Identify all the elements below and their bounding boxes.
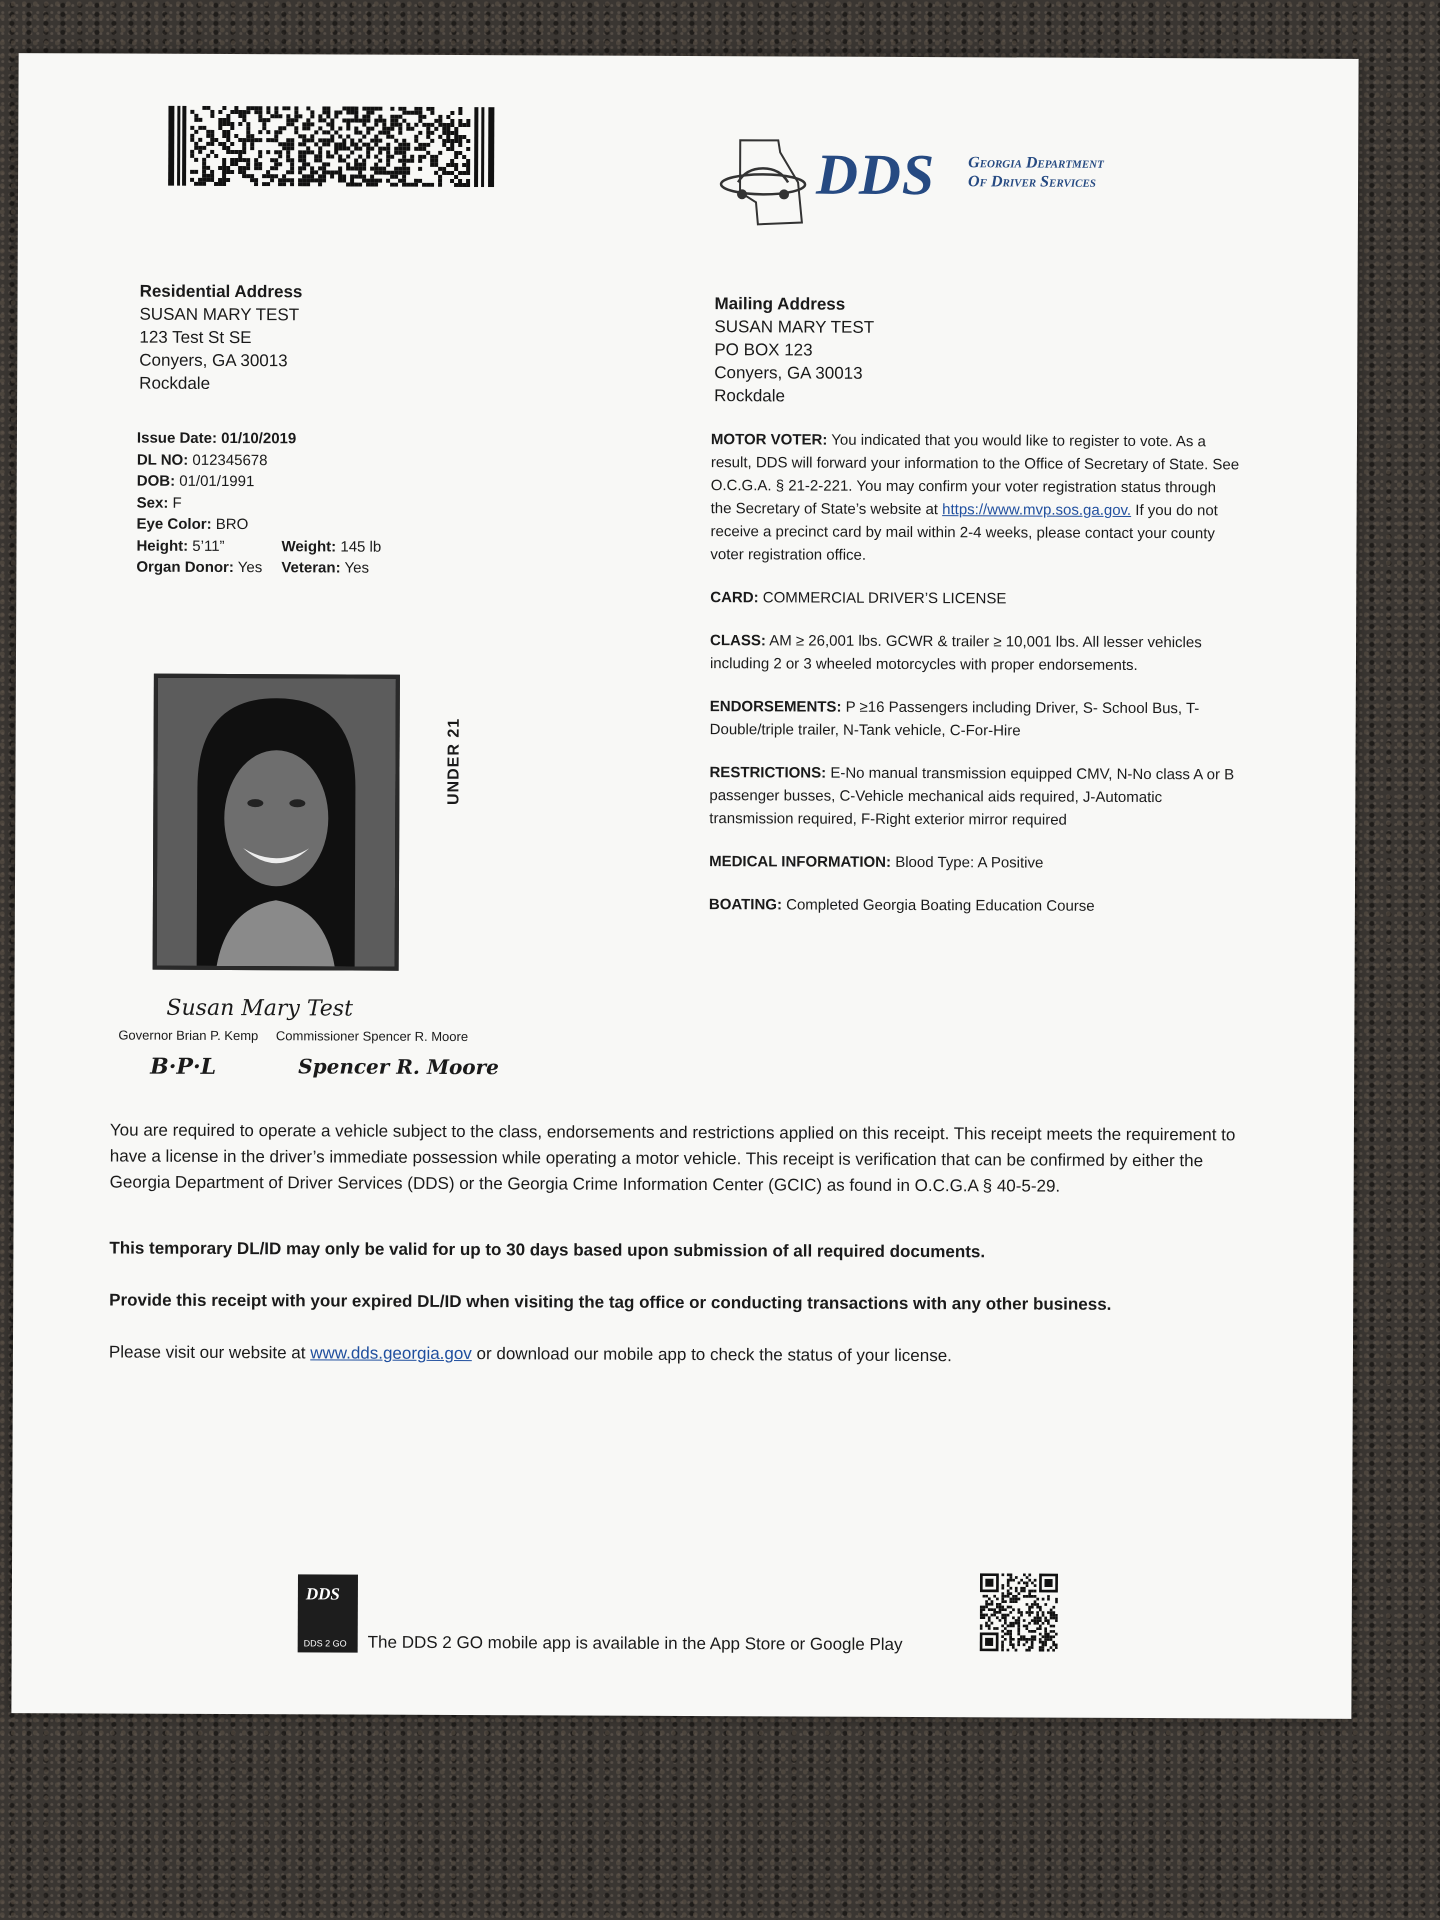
under-21-label: UNDER 21: [445, 717, 463, 806]
holder-signature: Susan Mary Test: [166, 995, 354, 1022]
sos-link[interactable]: https://www.mvp.sos.ga.gov.: [942, 501, 1132, 519]
medical-info: MEDICAL INFORMATION: Blood Type: A Positive: [709, 853, 1044, 872]
georgia-car-icon: [718, 132, 818, 228]
officials-captions: Governor Brian P. Kemp Commissioner Spencer R. Moore: [118, 1027, 469, 1045]
license-details: [709, 428, 1241, 938]
validity-notice: This temporary DL/ID may only be valid for up to 30 days based upon submission of all required documents.: [109, 1238, 986, 1262]
motor-voter: MOTOR VOTER: You indicated that you would like to register to vote. As a result, DDS will forward your information to the Office of Secretary of State. See O.C.G.A. § 21-2-221. You may confirm your voter registration status through the Secretary of State’s website at https://www.mvp.sos.ga.gov. If you do not receive a precinct card by mail within 2-4 weeks, please contact your county voter registration office.: [710, 431, 1240, 564]
pdf417-barcode: [168, 106, 498, 187]
restrictions: RESTRICTIONS: E-No manual transmission equipped CMV, N-No class A or B passenger busses, C-Vehicle mechanical aids required, J-Automatic transmission required, F-Right exterior mirror required: [709, 764, 1235, 829]
residential-address: Residential Address SUSAN MARY TEST 123 Test St SE Conyers, GA 30013 Rockdale: [139, 281, 303, 393]
receipt-notice: Provide this receipt with your expired DL/ID when visiting the tag office or conducting transactions with any other business.: [109, 1290, 1112, 1314]
license-class: CLASS: AM ≥ 26,001 lbs. GCWR & trailer ≥ 10,001 lbs. All lesser vehicles including 2 or 3 wheeled motorcycles with proper endorsements.: [709, 632, 1202, 674]
donor-veteran: Organ Donor: Yes Veteran: Yes: [136, 558, 370, 577]
eye-color: Eye Color: BRO: [136, 515, 249, 534]
license-facts: [136, 428, 382, 579]
dl-number: DL NO: 012345678: [136, 451, 268, 469]
dds-logo: [718, 132, 1158, 234]
mailing-address: Mailing Address SUSAN MARY TEST PO BOX 123 Conyers, GA 30013 Rockdale: [714, 294, 875, 406]
boating-info: BOATING: Completed Georgia Boating Education Course: [708, 896, 1095, 915]
portrait-image: [157, 678, 396, 967]
dob: DOB: 01/01/1991: [136, 472, 255, 491]
receipt-paper: [11, 53, 1358, 1719]
card-type: CARD: COMMERCIAL DRIVER’S LICENSE: [710, 589, 1007, 608]
dds2go-app-icon: DDS DDS 2 GO: [298, 1574, 358, 1652]
commissioner-signature: Spencer R. Moore: [298, 1054, 499, 1080]
website-notice: Please visit our website at www.dds.georgia.gov or download our mobile app to check the status of your license.: [108, 1342, 952, 1366]
qr-code: [980, 1573, 1058, 1651]
dept-name: Georgia Department Of Driver Services: [968, 154, 1104, 191]
endorsements: ENDORSEMENTS: P ≥16 Passengers including Driver, S- School Bus, T-Double/triple trailer, N-Tank vehicle, C-For-Hire: [709, 698, 1200, 740]
license-photo: [153, 674, 400, 971]
governor-signature: B·P·L: [150, 1053, 217, 1080]
app-availability-text: The DDS 2 GO mobile app is available in the App Store or Google Play: [367, 1632, 903, 1654]
dds-wordmark: DDS: [815, 141, 936, 208]
height-weight: Height: 5’11” Weight: 145 lb: [136, 537, 382, 556]
sex: Sex: F: [136, 494, 182, 512]
requirement-paragraph: You are required to operate a vehicle subject to the class, endorsements and restrictions applied on this receipt. This receipt meets the requirement to have a license in the driver’s immediate possession while operating a motor vehicle. This receipt is verification that can be confirmed by either the Georgia Department of Driver Services (DDS) or the Georgia Crime Information Center (GCIC) as found in O.C.G.A § 40-5-29.: [109, 1120, 1236, 1196]
issue-date: Issue Date: 01/10/2019: [136, 429, 297, 448]
dds-website-link[interactable]: www.dds.georgia.gov: [310, 1343, 472, 1364]
